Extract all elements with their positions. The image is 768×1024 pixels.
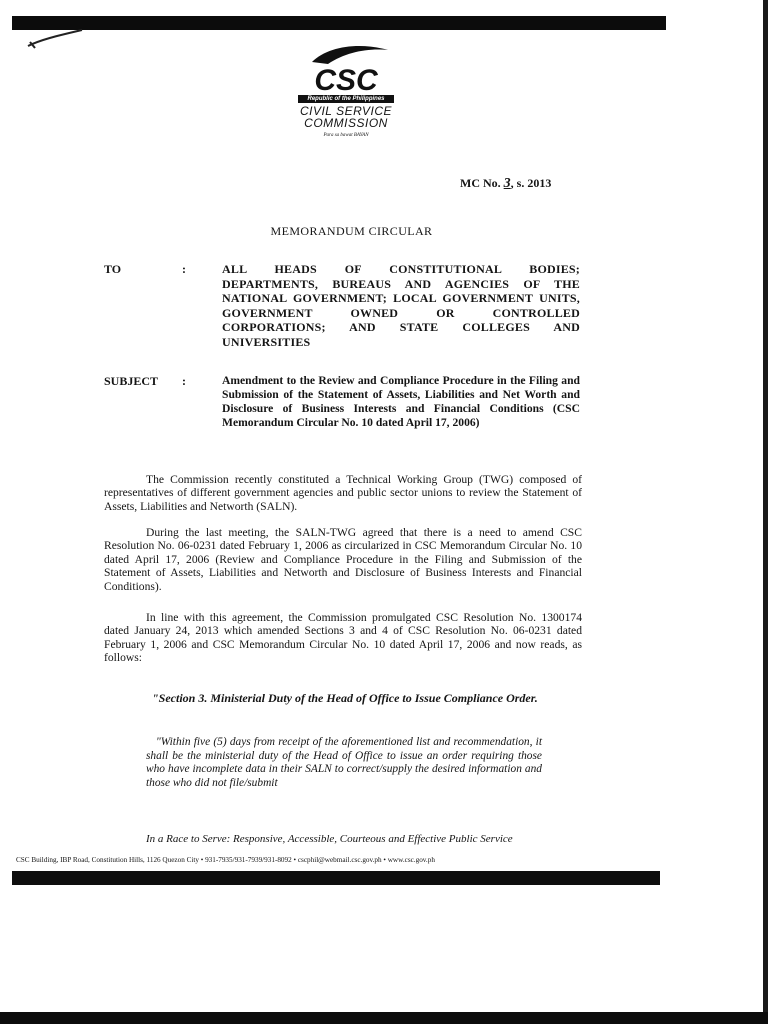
logo-band: Republic of the Philippines bbox=[298, 95, 394, 103]
subject-label: SUBJECT bbox=[104, 374, 159, 388]
csc-flame-icon bbox=[298, 40, 394, 94]
subject-text: Amendment to the Review and Compliance Procedure in the Filing and Submission of the Statement of Assets, Liabilities and Net Worth and Disclosure of Business Interests and Financial Conditions (CSC Memorandum Circular No. 10 dated April 17, 2006) bbox=[222, 374, 580, 429]
section-3-title: "Section 3. Ministerial Duty of the Head of Office to Issue Compliance Order. bbox=[152, 691, 538, 705]
body-paragraph-3: In line with this agreement, the Commission promulgated CSC Resolution No. 1300174 dated January 24, 2013 which amended Sections 3 and 4 of CSC Resolution No. 06-0231 dated February 1, 2006 and CSC Memorandum Circular No. 10 dated April 17, 2006 and now reads, as follows: bbox=[104, 611, 582, 665]
to-label: TO bbox=[104, 262, 122, 276]
mc-prefix: MC No. bbox=[460, 176, 501, 190]
scan-edge-bottom bbox=[0, 1012, 768, 1024]
to-colon: : bbox=[182, 262, 186, 276]
document-heading: MEMORANDUM CIRCULAR bbox=[270, 224, 433, 238]
body-paragraph-1: The Commission recently constituted a Technical Working Group (TWG) composed of representatives of different government agencies and public sector unions to review the Statement of Assets, Liabilities and Networth (SALN). bbox=[104, 473, 582, 513]
body-paragraph-2: During the last meeting, the SALN-TWG agreed that there is a need to amend CSC Resolution No. 06-0231 dated February 1, 2006 as circularized in CSC Memorandum Circular No. 10 dated April 17, 2006 (Review and Compliance Procedure in the Filing and Submission of the Statement of Assets, Liabilities and Networth and Disclosure of Business Interests and Financial Conditions). bbox=[104, 526, 582, 593]
to-recipients: ALL HEADS OF CONSTITUTIONAL BODIES; DEPARTMENTS, BUREAUS AND AGENCIES OF THE NATIONAL GOVERNMENT; LOCAL GOVERNMENT UNITS, GOVERNMENT OWNED OR CONTROLLED CORPORATIONS; AND STATE COLLEGES AND UNIVERSITIES bbox=[222, 262, 580, 349]
logo-acronym: CSC bbox=[314, 64, 378, 94]
pen-mark-icon bbox=[26, 26, 86, 50]
mc-suffix: , s. 2013 bbox=[510, 176, 552, 190]
section-3-text: "Within five (5) days from receipt of the aforementioned list and recommendation, it shall be the ministerial duty of the Head of Office to issue an order requiring those who have incomplete data in their SALN to correct/supply the desired information and those who did not file/submit bbox=[146, 736, 542, 789]
mc-number bbox=[460, 176, 551, 192]
logo-line1: CIVIL SERVICE bbox=[299, 104, 393, 118]
logo-line2: COMMISSION bbox=[304, 116, 388, 130]
subject-colon: : bbox=[182, 374, 186, 388]
scan-edge-right bbox=[763, 0, 768, 1024]
footer-address: CSC Building, IBP Road, Constitution Hills, 1126 Quezon City • 931-7935/931-7939/931-8092 • cscphil@webmail.csc.gov.ph • www.csc.gov.ph bbox=[16, 856, 435, 864]
csc-logo bbox=[296, 40, 396, 138]
footer-motto: In a Race to Serve: Responsive, Accessible, Courteous and Effective Public Service bbox=[146, 833, 513, 845]
logo-tagline: Para sa bawat BAYAN bbox=[323, 133, 369, 138]
top-black-bar bbox=[12, 16, 666, 30]
bottom-black-bar bbox=[12, 871, 660, 885]
mc-number-value: 3 bbox=[503, 176, 511, 191]
